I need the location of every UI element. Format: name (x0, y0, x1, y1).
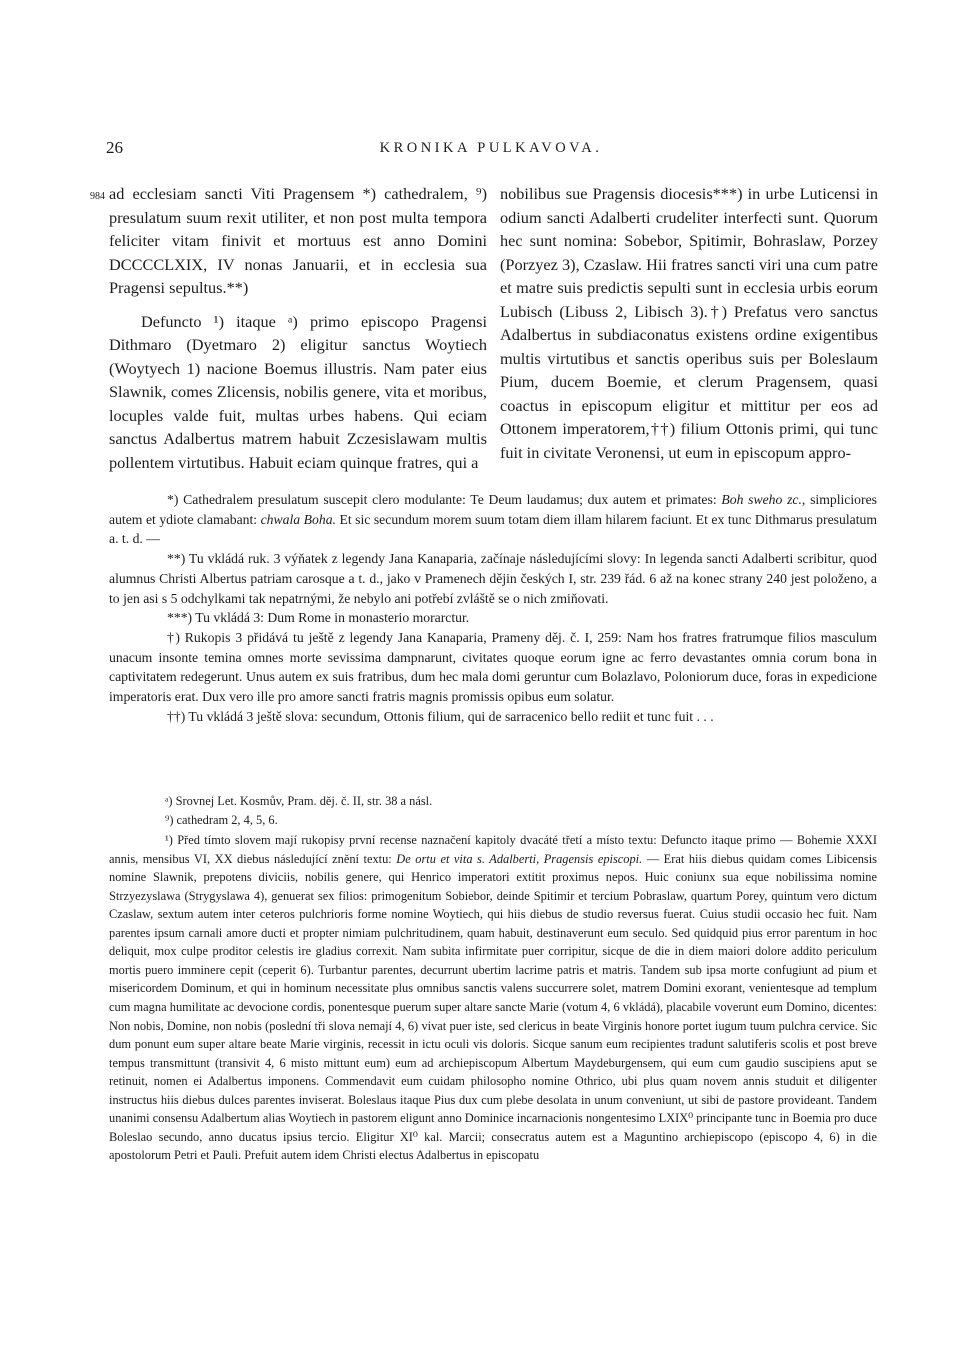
body-paragraph: ad ecclesiam sancti Viti Pragensem *) cathedralem, ⁹) presulatum suum rexit utiliter, et non post multa tempora feliciter vitam finivit et mortuus est anno Domini DCCCCLXIX, IV nonas Januarii, et in ecclesia sua Pragensi sepultus.**) (109, 184, 487, 297)
body-paragraph: Defuncto ¹) itaque ᵃ) primo episcopo Pragensi Dithmaro (Dyetmaro 2) eligitur sanctus Woytiech (Woytyech 1) nacione Boemus illustris. Nam pater eius Slawnik, comes Zlicensis, nobilis genere, vita et moribus, locuples valde fuit, multas urbes habens. Qui eciam sanctus Adalbertus matrem habuit Zczesislawam multis pollentem virtutibus. Habuit eciam quinque fratres, qui a (109, 311, 487, 472)
footnote: **) Tu vkládá ruk. 3 výňatek z legendy Jana Kanaparia, začínaje následujícími slovy: In legenda sancti Adalberti scribitur, quod alumnus Christi Albertus patriam carosque a t. d., jako v Pramenech dějin českých I, str. 239 řád. 6 až na konec strany 240 jest položeno, a to jen asi s 5 odchylkami tak nepatrnými, že nebylo ani potřebí zvláště se o nich zmiňovati. (109, 551, 877, 606)
body-column-left (109, 182, 487, 474)
footnote: ᵃ) Srovnej Let. Kosmův, Pram. děj. č. II, str. 38 a násl. (165, 794, 433, 808)
footnote: *) Cathedralem presulatum suscepit clero modulante: Te Deum laudamus; dux autem et primates: Boh sweho zc., simpliciores autem et ydiote clamabant: chwala Boha. Et sic secundum morem suum totam diem illam hilarem faciunt. Et ex tunc Dithmarus presulatum a. t. d. — (109, 492, 877, 547)
footnotes-numbered (109, 792, 877, 1165)
running-title: KRONIKA PULKAVOVA. (379, 140, 603, 156)
footnote: ††) Tu vkládá 3 ještě slova: secundum, Ottonis filium, qui de sarracenico bello rediit et tunc fuit . . . (167, 708, 714, 724)
footnotes-asterisk (109, 490, 877, 726)
footnote: ⁹) cathedram 2, 4, 5, 6. (165, 812, 278, 827)
footnote: †) Rukopis 3 přidává tu ještě z legendy Jana Kanaparia, Prameny děj. č. I, 259: Nam hos fratres fratrumque filios masculum unacum insonte temina omnes morte sevissima dampnarunt, civitates quoque eorum igne ac ferro devastantes omnia corum bona in captivitatem redegerunt. Unus autem ex suis fratribus, dum hec mala domi geruntur cum Bolazlavo, Poloniorum duce, foras in expedicione imperatoris erat. Dux vero ille pro amore sancti fratris magnis promissis opibus eum solatur. (109, 629, 877, 705)
footnote: ***) Tu vkládá 3: Dum Rome in monasterio morarctur. (167, 610, 470, 626)
footnote: ¹) Před tímto slovem mají rukopisy první recense naznačení kapitoly dvacáté třetí a místo textu: Defuncto itaque primo — Bohemie XXXI annis, mensibus VI, XX diebus následující znění textu: De ortu et vita s. Adalberti, Pragensis episcopi. — Erat hiis diebus quidam comes Libicensis nomine Slawnik, prepotens diviciis, nobilis genere, qui Henrico imperatori extitit proximus nepos. Huic coniunx sua eque nobilissima nomine Strzyezyslawa (Strygyslawa 4), genuerat sex filios: primogenitum Sobiebor, deinde Spitimir et tercium Pobraslaw, quartum Porey, quintum vero dictum Czaslaw, sextum autem inter ceteros pulchrioris forme nomine Woytiech, qui hiis diebus de studio reversus fuerat. Cuius studii occasio hec fuit. Nam parentes ipsum carnali amore ducti et propter nimiam pulchritudinem, quam habuit, destinaverunt eum seculo. Sed quidquid pius error parentum in hoc deliquit, mox culpe proditor celestis ire gladius correxit. Nam subita infirmitate puer corripitur, sicque de die in diem maiori dolore addito periculum mortis puero imminere cepit (ceperit 6). Turbantur parentes, decurrunt ubertim lacrime patris et matris. Tandem sub ipsa morte confugiunt ad pium et misericordem Dominum, et qui in hominum necessitate plus omnibus sanctis valens succurrere solet, matrem Domini exorant, venientesque ad templum cum magna humilitate ac devocione cordis, ponentesque puerum super altare sancte Marie (votum 4, 6 vkládá), placabile voverunt eum Domino, dicentes: Non nobis, Domine, non nobis (poslední tři slova nemají 4, 6) vivat puer iste, sed clericus in beate Virginis honore portet iugum tuum pulchra cervice. Sic dum ponunt eum super altare beate Marie virginis, recessit in ictu oculi vis doloris. Sicque sanum eum recipientes tradunt salutiferis scolis et post breve tempus transmittunt (transivit 4, 6 misto mittunt eum) eum ad archiepiscopum Albertum Maydeburgensem, qui eum cum gaudio suscipiens aput se retinuit, nomen ei Adalbertus imponens. Commendavit eum cuidam philosopho nomine Othrico, ubi plus quam novem annis studuit et diligenter instructus hiis diebus dulces parentes inviserat. Boleslaus itaque Pius dux cum plebe desolata in unum conveniunt, ut sibi de pastore provideant. Tandem unanimi consensu Adalbertum alias Woytiech in pastorem eligunt anno Dominice incarnacionis nongentesimo LXIX⁰ principante tunc in Boemia pro duce Boleslao secundo, anno ducatus ipsius tercio. Eligitur XI⁰ kal. Marcii; consecratus autem est a Maguntino archiepiscopo (episcopo 4, 6) in die apostolorum Petri et Pauli. Prefuit autem idem Christi electus Adalbertus in episcopatu (109, 833, 878, 1163)
page-header (106, 138, 876, 162)
margin-year: 984 (90, 191, 105, 202)
page-number: 26 (106, 138, 123, 157)
body-paragraph: nobilibus sue Pragensis diocesis***) in urbe Luticensi in odium sancti Adalberti crudeliter interfecti sunt. Quorum hec sunt nomina: Sobebor, Spitimir, Bohraslaw, Porzey (Porzyez 3), Czaslaw. Hii fratres sancti viri una cum patre et matre suis predictis sepulti sunt in ecclesia urbis eorum Lubisch (Libuss 2, Libisch 3).†) Prefatus vero sanctus Adalbertus in subdiaconatus existens ordine exigentibus multis virtutibus et sanctis operibus suis per Boleslaum Pium, ducem Boemie, et clerum Pragensem, quasi coactus in episcopum eligitur et mittitur per eos ad Ottonem imperatorem,††) filium Ottonis primi, qui tunc fuit in civitate Veronensi, ut eum in episcopum appro- (500, 184, 878, 462)
body-column-right (500, 182, 878, 464)
